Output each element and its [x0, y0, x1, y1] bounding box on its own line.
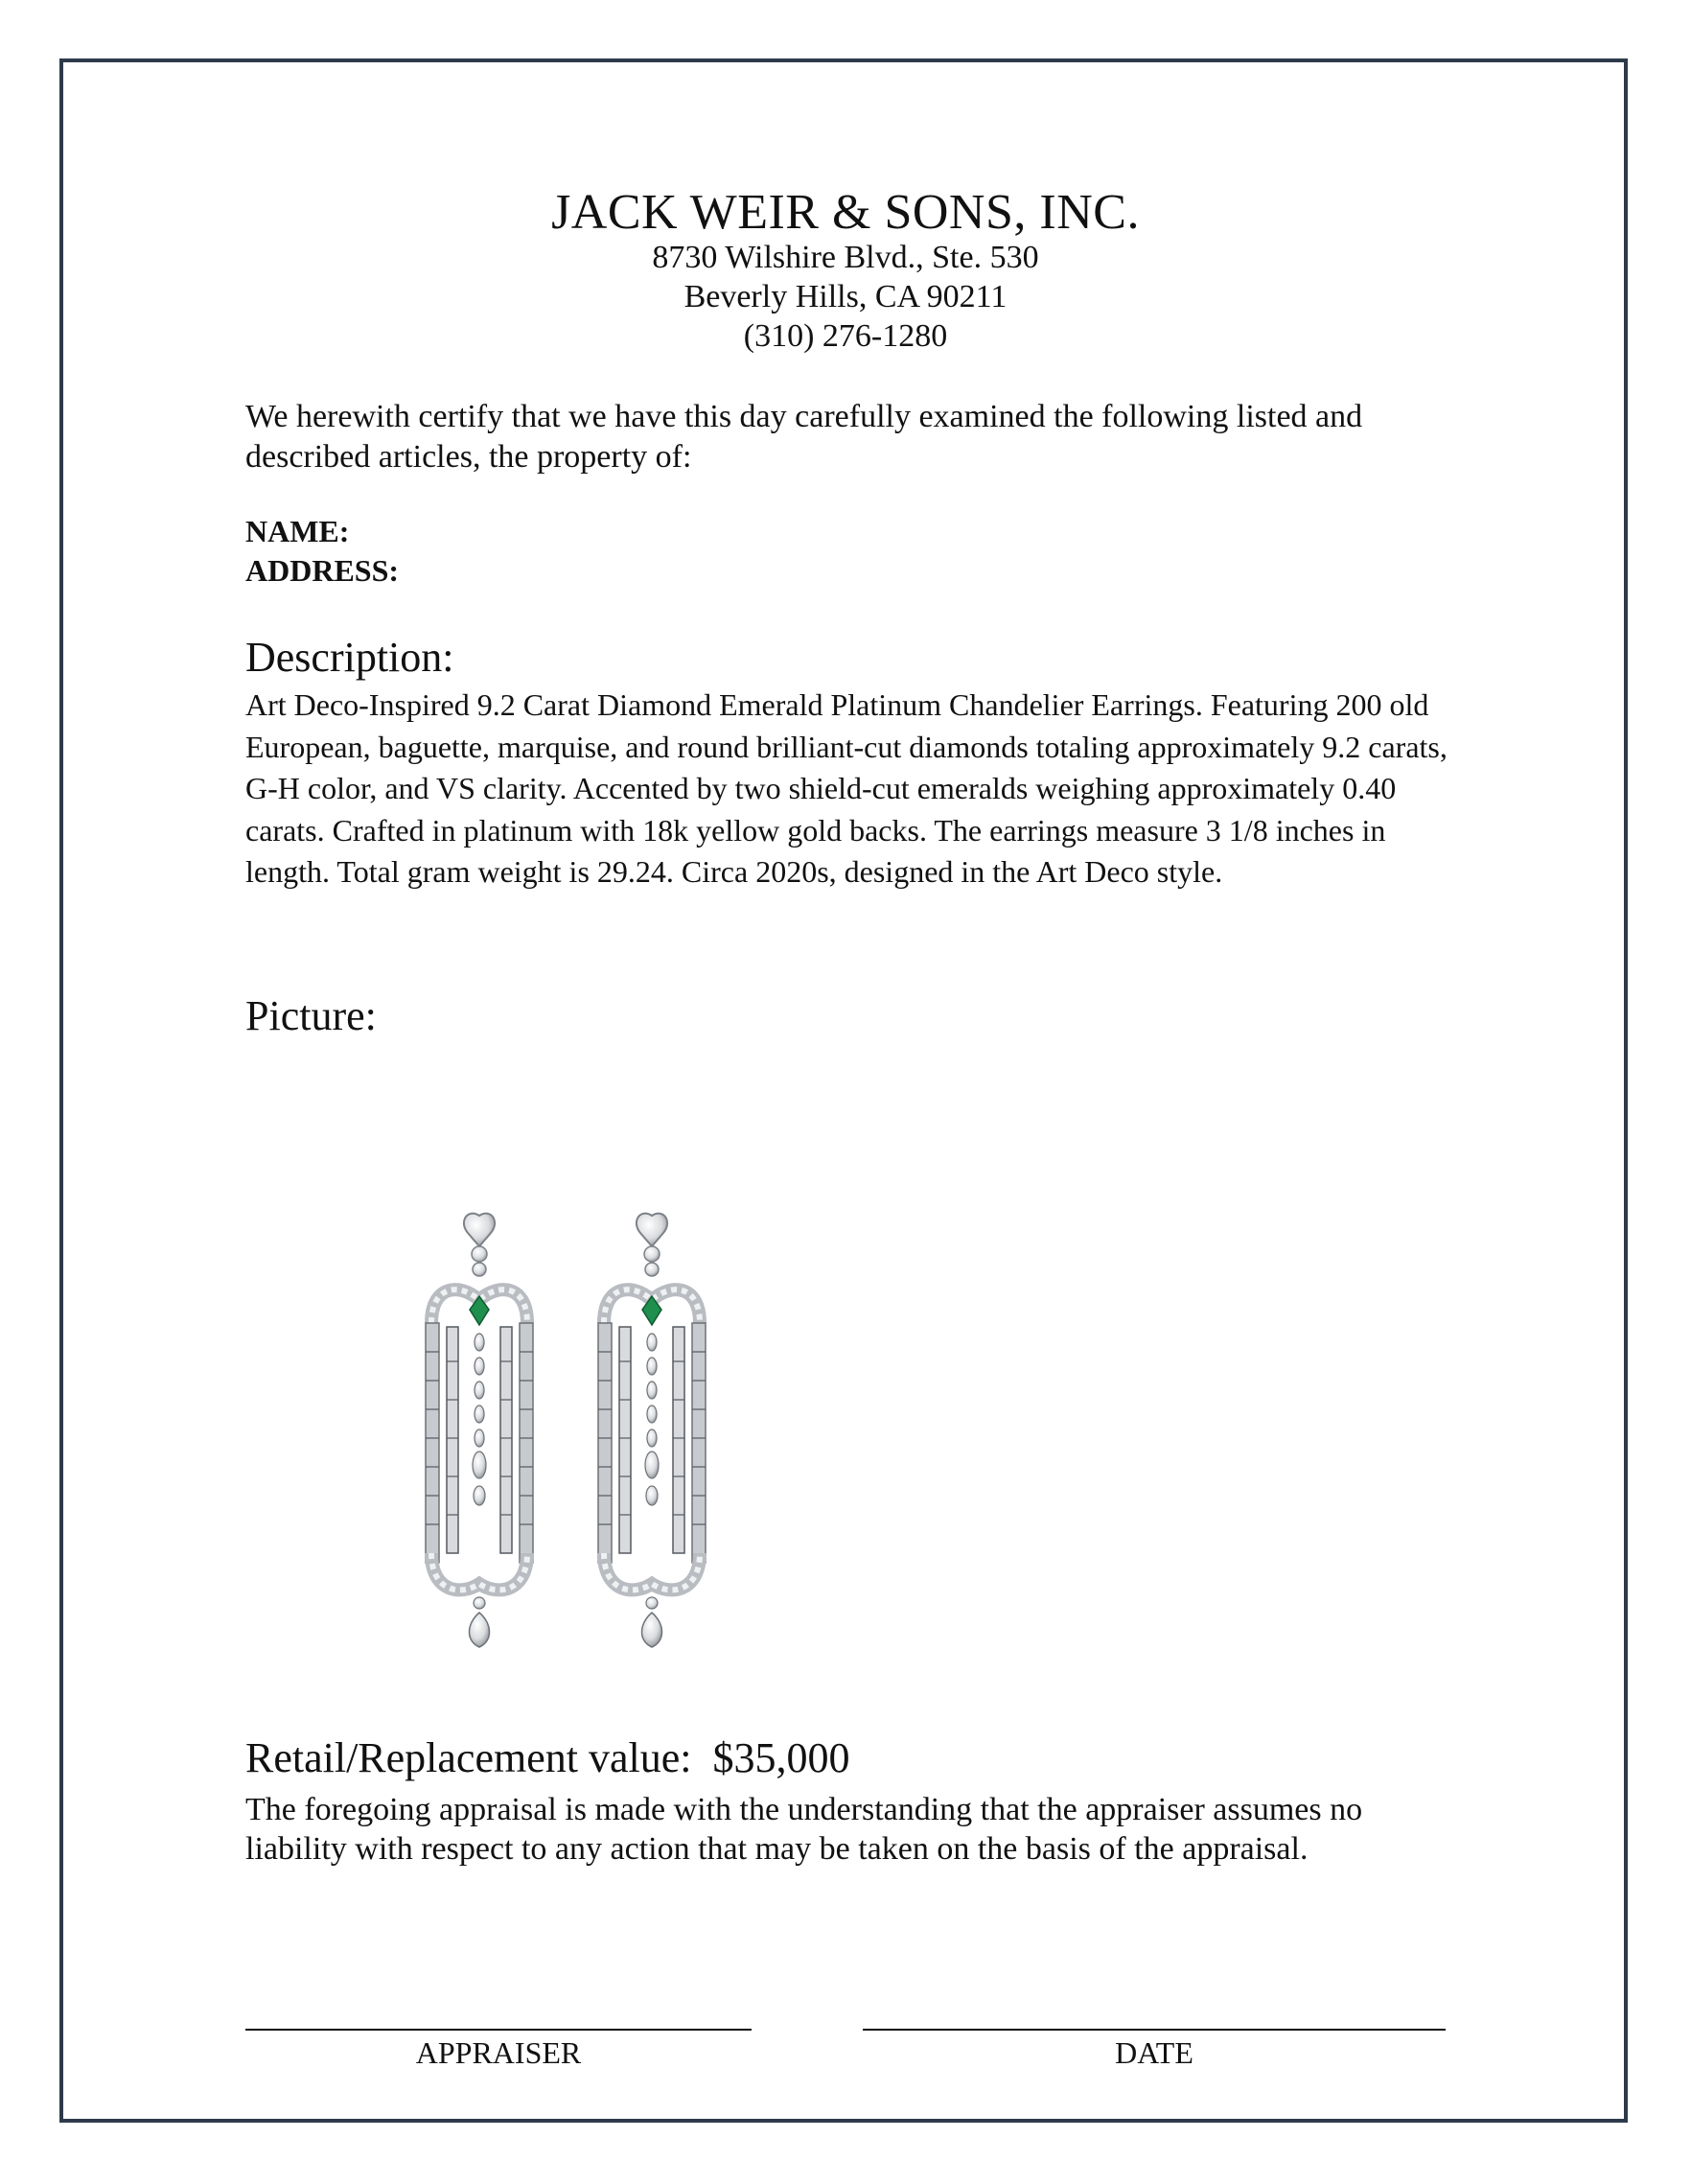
picture-heading: Picture: [245, 992, 377, 1039]
retail-value [245, 1733, 1463, 1782]
earrings-photo [403, 1189, 767, 1668]
company-name: JACK WEIR & SONS, INC. [551, 185, 1140, 240]
name-label: NAME: [245, 514, 350, 548]
company-phone: (310) 276-1280 [743, 318, 948, 354]
description-text: Art Deco-Inspired 9.2 Carat Diamond Emerald Platinum Chandelier Earrings. Featuring 200 old European, baguette, marquise, and round brilliant-cut diamonds totaling approximately 9.2 carats, G-H color, and VS clarity. Accented by two shield-cut emeralds weighing approximately 0.40 carats. Crafted in platinum with 18k yellow gold backs. The earrings measure 3 1/8 inches in length. Total gram weight is 29.24. Circa 2020s, designed in the Art Deco style. [245, 687, 1448, 889]
description-heading: Description: [245, 634, 454, 681]
appraiser-signature-line [245, 2029, 752, 2031]
date-signature-line [863, 2029, 1446, 2031]
address-label: ADDRESS: [245, 553, 400, 588]
company-street: 8730 Wilshire Blvd., Ste. 530 [652, 240, 1039, 275]
retail-value-amount: $35,000 [712, 1734, 850, 1781]
retail-value-label: Retail/Replacement value: [245, 1734, 692, 1781]
certification-intro: We herewith certify that we have this day carefully examined the following listed and described articles, the property of: [245, 399, 1363, 475]
appraiser-label: APPRAISER [415, 2035, 582, 2070]
disclaimer-text: The foregoing appraisal is made with the understanding that the appraiser assumes no liability with respect to any action that may be taken on the basis of the appraisal. [245, 1792, 1363, 1867]
date-label: DATE [1115, 2035, 1193, 2070]
company-city: Beverly Hills, CA 90211 [683, 279, 1008, 314]
